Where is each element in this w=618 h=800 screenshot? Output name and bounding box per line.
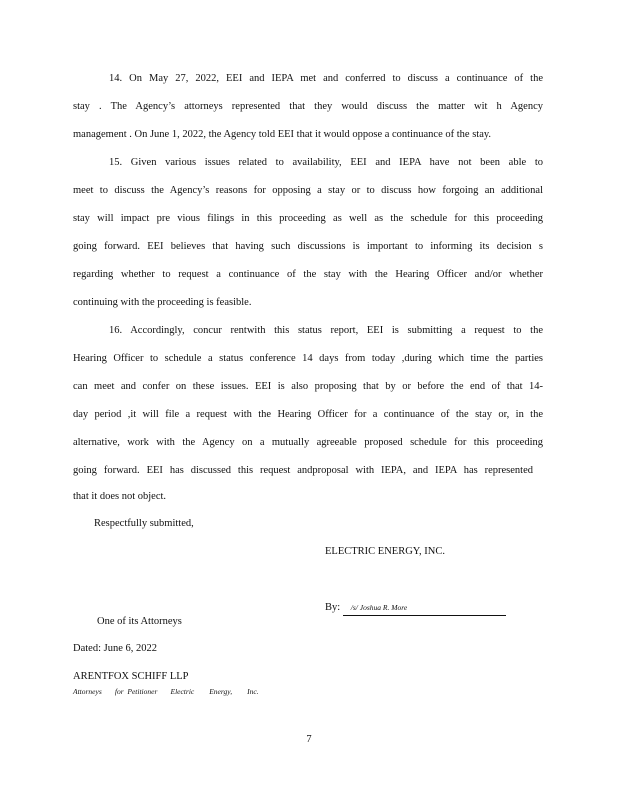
paragraph-15-line-3: stay will impact pre vious filings in this proceeding as well as the schedule for this proceeding [73,213,543,224]
paragraph-16-line-5: alternative, work with the Agency on a mutually agreeable proposed schedule for this proceeding [73,437,543,448]
paragraph-16-line-3: can meet and confer on these issues. EEI is also proposing that by or before the end of that 14- [73,381,543,392]
company-name: ELECTRIC ENERGY, INC. [325,546,445,557]
paragraph-14-line-1: 14. On May 27, 2022, EEI and IEPA met and conferred to discuss a continuance of the [109,73,543,84]
paragraph-16-line-4: day period ,it will file a request with the Hearing Officer for a continuance of the stay or, in the [73,409,543,420]
dated-line: Dated: June 6, 2022 [73,643,157,654]
paragraph-14-line-3: management . On June 1, 2022, the Agency told EEI that it would oppose a continuance of the stay. [73,129,492,140]
paragraph-16-line-2: Hearing Officer to schedule a status conference 14 days from today ,during which time the parties [73,353,543,364]
firm-role: Attorneys for Petitioner Electric Energy, Inc. [73,687,259,696]
paragraph-15-line-2: meet to discuss the Agency’s reasons for opposing a stay or to discuss how forgoing an additional [73,185,543,196]
paragraph-14-line-2: stay . The Agency’s attorneys represented that they would discuss the matter wit h Agency [73,101,543,112]
paragraph-15-line-4: going forward. EEI believes that having such discussions is important to informing its decision s [73,241,543,252]
paragraph-15-line-1: 15. Given various issues related to availability, EEI and IEPA have not been able to [109,157,543,168]
firm-name: ARENTFOX SCHIFF LLP [73,671,189,682]
respectfully-submitted: Respectfully submitted, [94,518,194,529]
paragraph-16-line-6: going forward. EEI has discussed this request andproposal with IEPA, and IEPA has represented [73,465,533,476]
signature-line [325,601,506,616]
page-number: 7 [306,734,312,745]
signature-text: /s/ Joshua R. More [350,603,408,612]
paragraph-15-line-6: continuing with the proceeding is feasible. [73,297,252,308]
signature-field [343,601,506,616]
by-label: By: [325,602,341,613]
paragraph-15-line-5: regarding whether to request a continuance of the stay with the Hearing Officer and/or whether [73,269,543,280]
paragraph-16-line-7: that it does not object. [73,491,167,502]
paragraph-16-line-1: 16. Accordingly, concur rentwith this status report, EEI is submitting a request to the [109,325,543,336]
attorneys-line: One of its Attorneys [97,616,182,627]
